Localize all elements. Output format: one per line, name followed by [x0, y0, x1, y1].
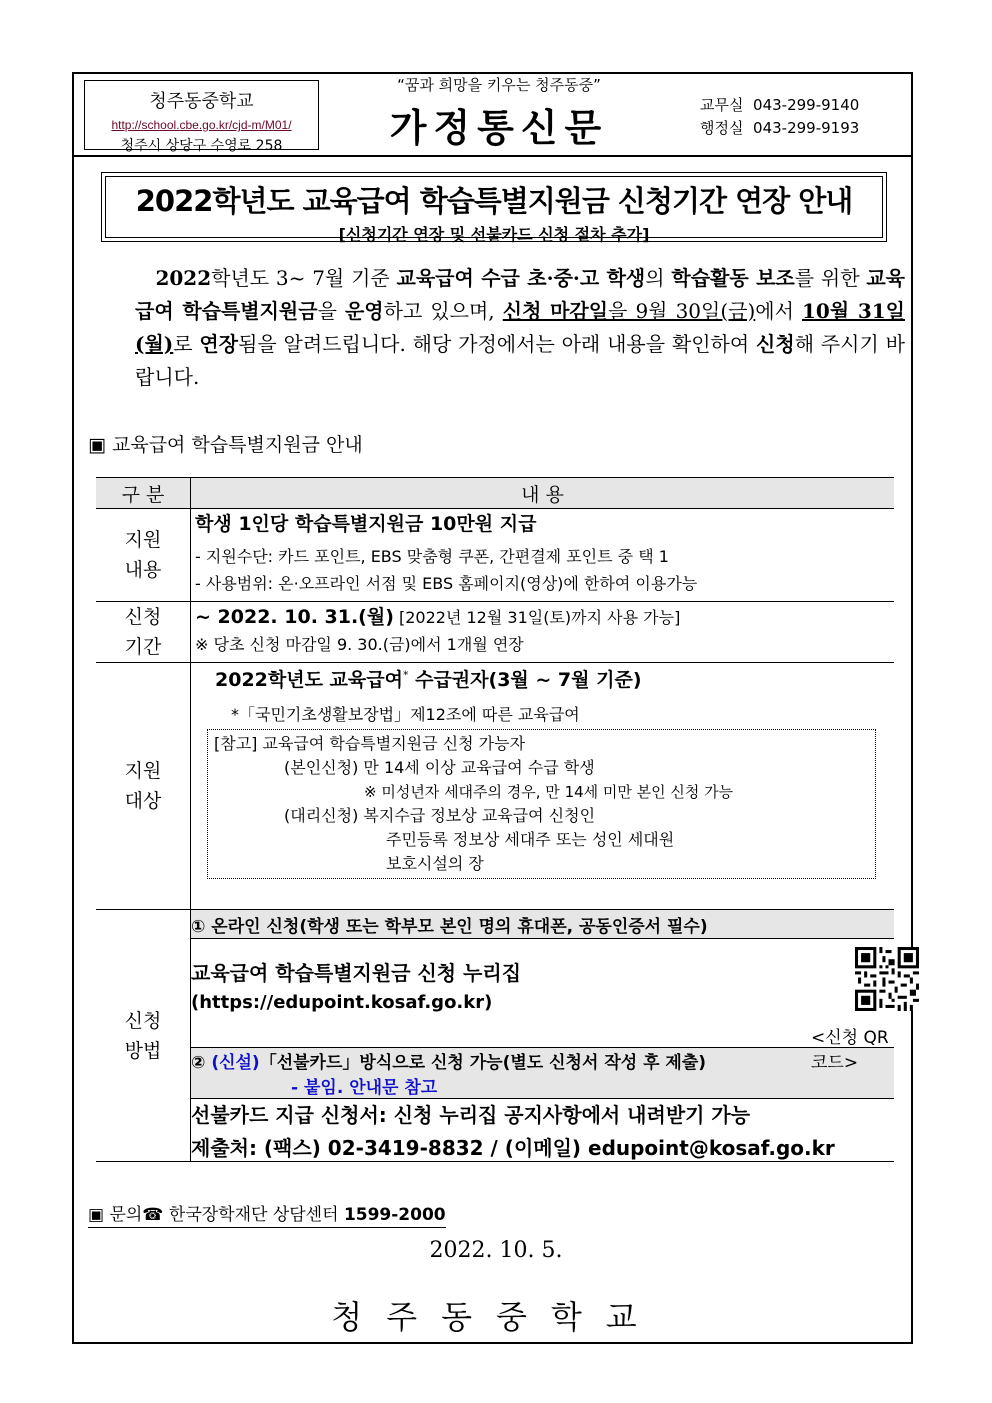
doc-title: 가정통신문	[389, 106, 609, 150]
school-url-link[interactable]: http://school.cbe.go.kr/cjd-m/M01/	[111, 118, 292, 132]
site-url-link[interactable]: (https://edupoint.kosaf.go.kr)	[191, 992, 493, 1013]
section-title: ▣ 교육급여 학습특별지원금 안내	[88, 434, 363, 456]
target-headline: 2022학년도 교육급여	[215, 669, 403, 691]
online-apply-title: ① 온라인 신청(학생 또는 학부모 본인 명의 휴대폰, 공동인증서 필수)	[191, 916, 708, 937]
table-row	[96, 602, 894, 663]
intro-text: 로	[173, 332, 200, 356]
proxy-apply-item: 보호시설의 장	[386, 854, 484, 873]
intro-year: 2022	[155, 266, 212, 290]
notice-subtitle: [신청기간 연장 및 선불카드 신청 절차 추가]	[338, 225, 650, 244]
signature-school: 청주동중학교	[331, 1298, 661, 1336]
row-label-period	[96, 602, 191, 663]
card-apply-cell	[191, 1048, 895, 1099]
proxy-apply-item: 주민등록 정보상 세대주 또는 성인 세대원	[386, 830, 675, 849]
submit-info: 제출처: (팩스) 02-3419-8832 / (이메일) edupoint@kosaf.go.kr	[191, 1136, 835, 1160]
row-label-text: 지원 내용	[124, 529, 162, 581]
row-label-support	[96, 509, 191, 602]
support-headline: 학생 1인당 학습특별지원금 10만원 지급	[195, 513, 537, 535]
footnote-mark: *	[402, 668, 409, 682]
intro-extend: 연장	[199, 332, 239, 356]
period-content	[191, 602, 895, 663]
form-download-info: 선불카드 지급 신청서: 신청 누리집 공지사항에서 내려받기 가능	[191, 1103, 751, 1127]
intro-purpose: 학습활동 보조	[671, 266, 795, 290]
table-header-row	[96, 478, 894, 509]
online-apply-head	[191, 910, 895, 939]
qr-code-icon[interactable]	[855, 947, 919, 1011]
row-label-text: 신청 방법	[124, 1009, 162, 1062]
intro-target: 교육급여 수급 초·중·고 학생	[396, 266, 646, 290]
intro-deadline: 신청 마감일	[502, 299, 609, 323]
period-deadline: ~ 2022. 10. 31.(월)	[195, 606, 394, 628]
intro-paragraph	[135, 262, 905, 394]
table-row	[96, 663, 894, 910]
intro-text: 을	[317, 299, 345, 323]
support-scope: - 사용범위: 온·오프라인 서점 및 EBS 홈페이지(영상)에 한하여 이용가능	[195, 574, 698, 593]
target-headline-tail: 수급권자(3월 ~ 7월 기준)	[408, 669, 642, 691]
card-apply-title: 「선불카드」방식으로 신청 가능(별도 신청서 작성 후 제출)	[259, 1053, 707, 1073]
reference-box	[207, 729, 876, 879]
inquiry-line	[88, 1200, 446, 1228]
row-label-target	[96, 663, 191, 910]
title-block	[334, 72, 664, 157]
card-submit-cell	[191, 1099, 895, 1162]
row-label-text: 신청 기간	[124, 606, 162, 658]
law-note: *「국민기초생활보장법」제12조에 따른 교육급여	[231, 705, 580, 724]
self-apply-note: ※ 미성년자 세대주의 경우, 만 14세 미만 본인 신청 가능	[364, 783, 734, 801]
row-label-method	[96, 910, 191, 1162]
admin-phone-line	[700, 117, 910, 140]
office-label: 교무실	[700, 96, 744, 114]
intro-operate: 운영	[344, 299, 384, 323]
inquiry-prefix: ▣ 문의☎	[88, 1205, 164, 1225]
table-row	[96, 1099, 894, 1162]
contact-phones	[700, 94, 910, 140]
intro-new-date: 10월 31일(월)	[135, 299, 905, 356]
site-name: 교육급여 학습특별지원금 신청 누리집	[191, 961, 522, 985]
proxy-apply-label: (대리신청)	[284, 806, 359, 825]
school-address: 청주시 상당구 수영로 258	[120, 138, 283, 154]
admin-phone: 043-299-9193	[753, 119, 860, 137]
new-badge: (신설)	[211, 1053, 260, 1073]
support-means: - 지원수단: 카드 포인트, EBS 맞춤형 쿠폰, 간편결제 포인트 중 택 1	[195, 547, 669, 566]
intro-text: 학년도 3~ 7월 기준	[211, 266, 397, 290]
admin-label: 행정실	[700, 119, 744, 137]
office-phone-line	[700, 94, 910, 117]
card-apply-number: ②	[191, 1053, 212, 1073]
reference-title: [참고] 교육급여 학습특별지원금 신청 가능자	[214, 734, 526, 753]
row-label-text: 지원 대상	[124, 760, 162, 812]
proxy-apply-item: 복지수급 정보상 교육급여 신청인	[363, 806, 596, 825]
col-content: 내 용	[191, 478, 895, 509]
col-category: 구 분	[96, 478, 191, 509]
inquiry-phone: 1599-2000	[343, 1205, 446, 1225]
table-row	[96, 509, 894, 602]
school-name: 청주동중학교	[149, 91, 254, 112]
office-phone: 043-299-9140	[753, 96, 860, 114]
notice-banner	[101, 172, 887, 242]
info-table	[96, 477, 894, 1162]
intro-text: 의	[645, 266, 672, 290]
table-row	[96, 1048, 894, 1099]
table-row	[96, 910, 894, 939]
intro-text: 하고 있으며,	[383, 299, 503, 323]
intro-text: 해 주시기 바랍니다.	[135, 332, 905, 389]
qr-caption: <신청 QR 코드>	[811, 1028, 889, 1073]
support-content	[191, 509, 895, 602]
self-apply-text: 만 14세 이상 교육급여 수급 학생	[363, 758, 595, 777]
self-apply-label: (본인신청)	[284, 758, 359, 777]
period-note: ※ 당초 신청 마감일 9. 30.(금)에서 1개월 연장	[195, 635, 524, 654]
table-row	[96, 939, 894, 1048]
intro-text: 를 위한	[794, 266, 867, 290]
intro-old-date: 을 9월 30일(금)	[608, 299, 756, 323]
target-content	[191, 663, 895, 910]
inquiry-org: 한국장학재단 상담센터	[163, 1205, 344, 1225]
intro-text: 에서	[755, 299, 802, 323]
attachment-reference: - 붙임. 안내문 참고	[291, 1078, 438, 1098]
notice-title: 2022학년도 교육급여 학습특별지원금 신청기간 연장 안내	[135, 184, 853, 218]
intro-text: 됨을 알려드립니다. 해당 가정에서는 아래 내용을 확인하여	[238, 332, 757, 356]
slogan: “꿈과 희망을 키우는 청주동중”	[397, 76, 601, 94]
notice-banner-inner	[105, 176, 883, 244]
issue-date: 2022. 10. 5.	[429, 1238, 563, 1263]
period-usage: [2022년 12월 31일(토)까지 사용 가능]	[399, 608, 681, 627]
letter-header	[72, 72, 913, 157]
intro-program: 교육급여 학습특별지원금	[135, 266, 905, 323]
intro-apply: 신청	[756, 332, 795, 356]
school-info-box	[84, 80, 319, 154]
